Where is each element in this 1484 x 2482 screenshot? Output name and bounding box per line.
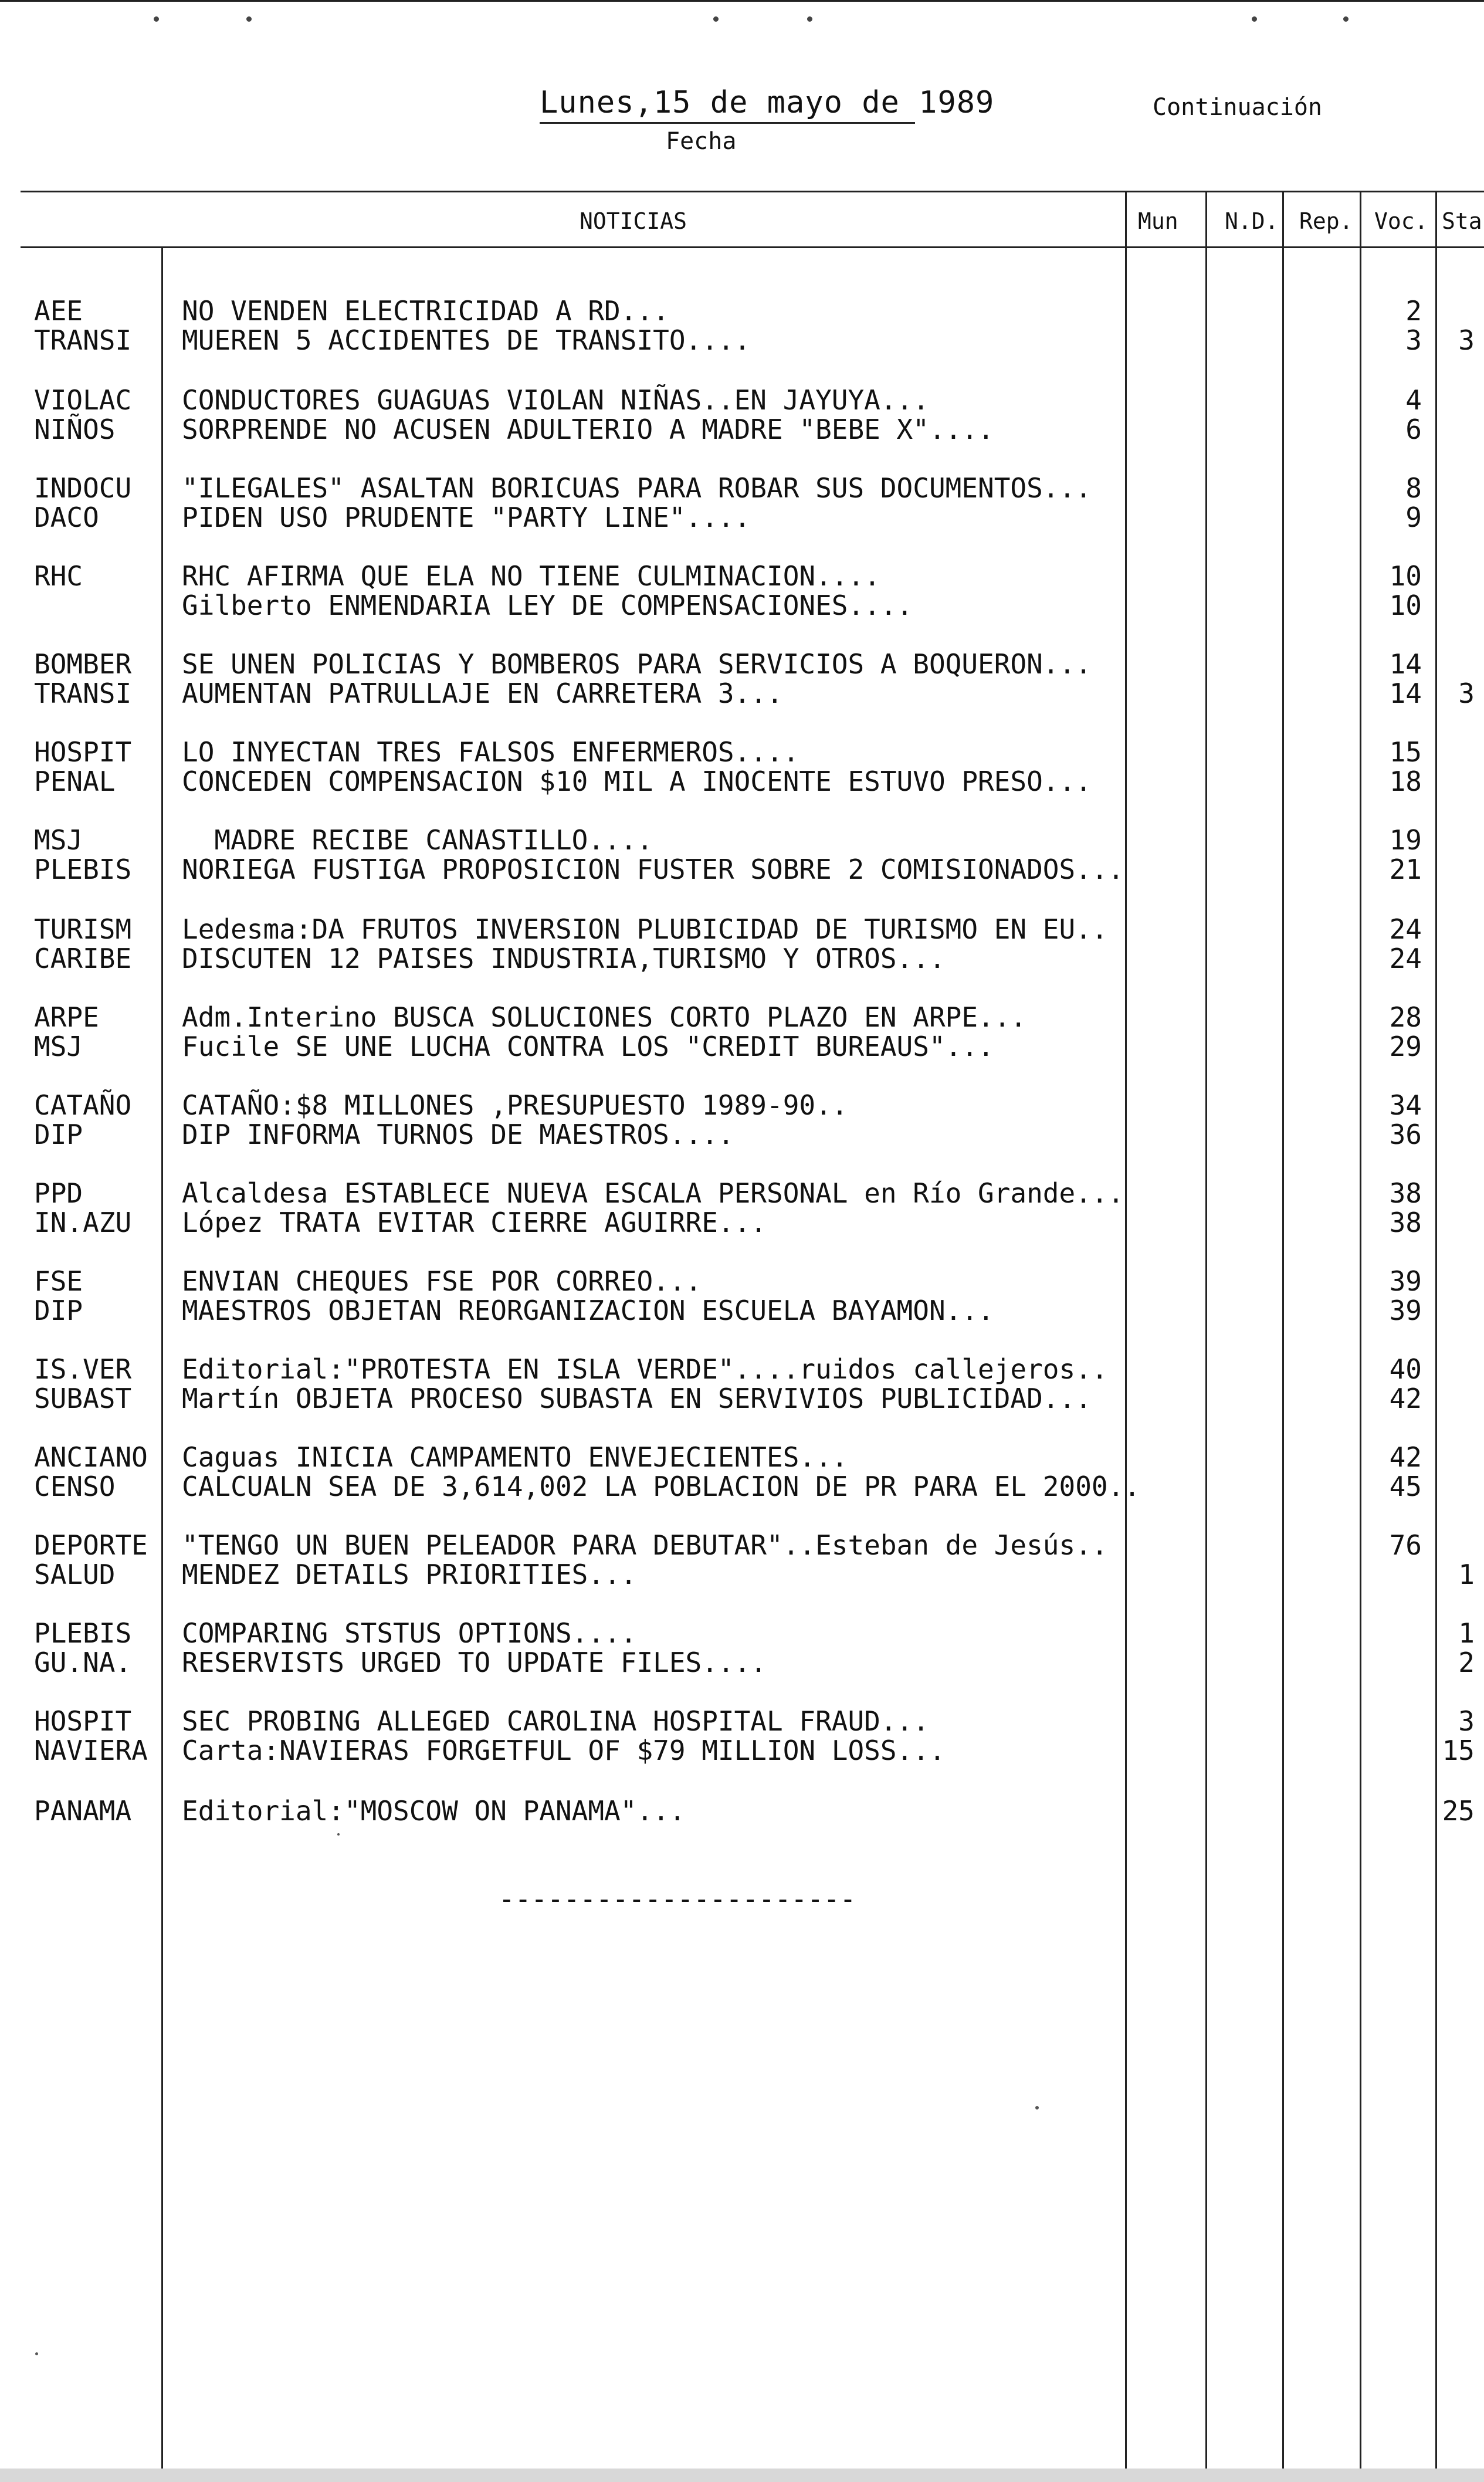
- row-voc: 76: [1389, 1529, 1422, 1561]
- row-tag: VIOLAC: [34, 384, 132, 416]
- row-sta: 3: [1458, 1705, 1475, 1737]
- punch-hole-mark: [154, 16, 159, 22]
- row-voc: 19: [1389, 824, 1422, 856]
- row-tag: PPD: [34, 1177, 83, 1209]
- row-voc: 36: [1389, 1119, 1422, 1150]
- row-voc: 42: [1389, 1441, 1422, 1473]
- row-headline: MAESTROS OBJETAN REORGANIZACION ESCUELA BAYAMON...: [182, 1295, 994, 1326]
- continuation-label: Continuación: [1153, 94, 1322, 121]
- row-headline: DIP INFORMA TURNOS DE MAESTROS....: [182, 1119, 734, 1150]
- row-voc: 14: [1389, 648, 1422, 680]
- row-tag: GU.NA.: [34, 1647, 132, 1678]
- row-voc: 10: [1389, 560, 1422, 592]
- row-tag: AEE: [34, 295, 83, 327]
- row-headline: NORIEGA FUSTIGA PROPOSICION FUSTER SOBRE 2 COMISIONADOS...: [182, 854, 1124, 885]
- row-tag: IS.VER: [34, 1353, 132, 1385]
- row-tag: FSE: [34, 1265, 83, 1297]
- row-headline: CONDUCTORES GUAGUAS VIOLAN NIÑAS..EN JAYUYA...: [182, 384, 929, 416]
- row-tag: DACO: [34, 502, 99, 533]
- row-tag: CATAÑO: [34, 1089, 132, 1121]
- row-tag: TRANSI: [34, 324, 132, 356]
- row-tag: RHC: [34, 560, 83, 592]
- row-voc: 15: [1389, 736, 1422, 768]
- row-headline: Carta:NAVIERAS FORGETFUL OF $79 MILLION LOSS...: [182, 1735, 946, 1766]
- row-tag: SUBAST: [34, 1383, 132, 1414]
- row-tag: TRANSI: [34, 678, 132, 709]
- row-voc: 24: [1389, 913, 1422, 945]
- row-voc: 39: [1389, 1295, 1422, 1326]
- row-headline: MUEREN 5 ACCIDENTES DE TRANSITO....: [182, 324, 751, 356]
- row-headline: SORPRENDE NO ACUSEN ADULTERIO A MADRE "BEBE X"....: [182, 414, 994, 445]
- row-headline: CONCEDEN COMPENSACION $10 MIL A INOCENTE ESTUVO PRESO...: [182, 766, 1092, 797]
- row-tag: IN.AZU: [34, 1207, 132, 1238]
- row-voc: 29: [1389, 1031, 1422, 1062]
- row-headline: CATAÑO:$8 MILLONES ,PRESUPUESTO 1989-90..: [182, 1089, 848, 1121]
- row-tag: PLEBIS: [34, 1617, 132, 1649]
- row-sta: 3: [1458, 678, 1475, 709]
- row-voc: 45: [1389, 1471, 1422, 1502]
- nd-column-divider: [1205, 191, 1207, 2470]
- row-headline: CALCUALN SEA DE 3,614,002 LA POBLACION DE PR PARA EL 2000..: [182, 1471, 1140, 1502]
- header-voc: Voc.: [1374, 208, 1428, 234]
- row-headline: SEC PROBING ALLEGED CAROLINA HOSPITAL FRAUD...: [182, 1705, 929, 1737]
- row-tag: NAVIERA: [34, 1735, 148, 1766]
- punch-hole-mark: [246, 16, 252, 22]
- scan-bottom-edge: [0, 2469, 1484, 2482]
- row-headline: Caguas INICIA CAMPAMENTO ENVEJECIENTES...: [182, 1441, 848, 1473]
- row-tag: DEPORTE: [34, 1529, 148, 1561]
- row-tag: SALUD: [34, 1559, 116, 1590]
- mun-column-divider: [1125, 191, 1127, 2470]
- row-voc: 24: [1389, 943, 1422, 974]
- row-voc: 6: [1405, 414, 1422, 445]
- row-headline: NO VENDEN ELECTRICIDAD A RD...: [182, 295, 669, 327]
- row-headline: Fucile SE UNE LUCHA CONTRA LOS "CREDIT BUREAUS"...: [182, 1031, 994, 1062]
- row-headline: MADRE RECIBE CANASTILLO....: [182, 824, 653, 856]
- header-mun: Mun: [1138, 208, 1178, 234]
- table-header-rule: [21, 246, 1484, 248]
- row-headline: López TRATA EVITAR CIERRE AGUIRRE...: [182, 1207, 767, 1238]
- scan-speck: [1035, 2106, 1039, 2109]
- row-sta: 3: [1458, 324, 1475, 356]
- row-voc: 8: [1405, 472, 1422, 504]
- row-headline: Adm.Interino BUSCA SOLUCIONES CORTO PLAZO EN ARPE...: [182, 1001, 1027, 1033]
- row-headline: Ledesma:DA FRUTOS INVERSION PLUBICIDAD DE TURISMO EN EU..: [182, 913, 1108, 945]
- row-headline: RHC AFIRMA QUE ELA NO TIENE CULMINACION....: [182, 560, 880, 592]
- row-voc: 42: [1389, 1383, 1422, 1414]
- row-voc: 38: [1389, 1177, 1422, 1209]
- rep-column-divider: [1282, 191, 1284, 2470]
- row-headline: AUMENTAN PATRULLAJE EN CARRETERA 3...: [182, 678, 783, 709]
- row-headline: PIDEN USO PRUDENTE "PARTY LINE"....: [182, 502, 751, 533]
- row-headline: Martín OBJETA PROCESO SUBASTA EN SERVIVIOS PUBLICIDAD...: [182, 1383, 1092, 1414]
- row-tag: ARPE: [34, 1001, 99, 1033]
- header-noticias: NOTICIAS: [580, 208, 687, 234]
- row-sta: 1: [1458, 1559, 1475, 1590]
- row-tag: PLEBIS: [34, 854, 132, 885]
- row-tag: MSJ: [34, 824, 83, 856]
- row-headline: LO INYECTAN TRES FALSOS ENFERMEROS....: [182, 736, 799, 768]
- header-rep: Rep.: [1299, 208, 1353, 234]
- row-sta: 15: [1442, 1735, 1475, 1766]
- tag-column-divider: [161, 246, 163, 2470]
- header-nd: N.D.: [1225, 208, 1279, 234]
- row-tag: PANAMA: [34, 1795, 132, 1827]
- row-headline: "ILEGALES" ASALTAN BORICUAS PARA ROBAR SUS DOCUMENTOS...: [182, 472, 1092, 504]
- row-voc: 4: [1405, 384, 1422, 416]
- end-separator: ----------------------: [499, 1883, 856, 1915]
- punch-hole-mark: [1252, 16, 1257, 22]
- row-tag: INDOCU: [34, 472, 132, 504]
- row-headline: RESERVISTS URGED TO UPDATE FILES....: [182, 1647, 767, 1678]
- row-tag: DIP: [34, 1295, 83, 1326]
- voc-column-divider: [1360, 191, 1361, 2470]
- row-headline: SE UNEN POLICIAS Y BOMBEROS PARA SERVICIOS A BOQUERON...: [182, 648, 1092, 680]
- row-voc: 21: [1389, 854, 1422, 885]
- row-headline: ENVIAN CHEQUES FSE POR CORREO...: [182, 1265, 702, 1297]
- row-tag: DIP: [34, 1119, 83, 1150]
- row-headline: Editorial:"MOSCOW ON PANAMA"...: [182, 1795, 686, 1827]
- row-voc: 14: [1389, 678, 1422, 709]
- row-headline: Alcaldesa ESTABLECE NUEVA ESCALA PERSONAL en Río Grande...: [182, 1177, 1124, 1209]
- row-tag: TURISM: [34, 913, 132, 945]
- row-voc: 40: [1389, 1353, 1422, 1385]
- row-tag: HOSPIT: [34, 736, 132, 768]
- header-sta: Sta: [1442, 208, 1482, 234]
- row-voc: 3: [1405, 324, 1422, 356]
- scan-speck: [337, 1833, 340, 1836]
- punch-hole-mark: [713, 16, 719, 22]
- row-voc: 38: [1389, 1207, 1422, 1238]
- row-headline: MENDEZ DETAILS PRIORITIES...: [182, 1559, 637, 1590]
- row-sta: 25: [1442, 1795, 1475, 1827]
- row-headline: COMPARING STSTUS OPTIONS....: [182, 1617, 637, 1649]
- row-voc: 10: [1389, 590, 1422, 621]
- row-tag: MSJ: [34, 1031, 83, 1062]
- scan-speck: [35, 2352, 38, 2355]
- sta-column-divider: [1435, 191, 1437, 2470]
- table-top-rule: [21, 191, 1484, 192]
- punch-hole-mark: [1343, 16, 1349, 22]
- row-headline: Gilberto ENMENDARIA LEY DE COMPENSACIONES....: [182, 590, 913, 621]
- date-label: Fecha: [666, 128, 737, 155]
- row-headline: Editorial:"PROTESTA EN ISLA VERDE"....ruidos callejeros..: [182, 1353, 1108, 1385]
- row-tag: CARIBE: [34, 943, 132, 974]
- row-tag: NIÑOS: [34, 414, 116, 445]
- row-sta: 2: [1458, 1647, 1475, 1678]
- top-border-line: [0, 0, 1484, 2]
- punch-hole-mark: [807, 16, 812, 22]
- row-voc: 2: [1405, 295, 1422, 327]
- date-underline: [540, 122, 915, 124]
- row-voc: 39: [1389, 1265, 1422, 1297]
- row-headline: "TENGO UN BUEN PELEADOR PARA DEBUTAR"..Esteban de Jesús..: [182, 1529, 1108, 1561]
- row-voc: 18: [1389, 766, 1422, 797]
- row-tag: BOMBER: [34, 648, 132, 680]
- row-sta: 1: [1458, 1617, 1475, 1649]
- row-tag: PENAL: [34, 766, 116, 797]
- date-value: Lunes,15 de mayo de 1989: [540, 85, 995, 120]
- row-voc: 28: [1389, 1001, 1422, 1033]
- row-tag: HOSPIT: [34, 1705, 132, 1737]
- row-voc: 9: [1405, 502, 1422, 533]
- row-voc: 34: [1389, 1089, 1422, 1121]
- row-tag: CENSO: [34, 1471, 116, 1502]
- row-headline: DISCUTEN 12 PAISES INDUSTRIA,TURISMO Y OTROS...: [182, 943, 946, 974]
- row-tag: ANCIANO: [34, 1441, 148, 1473]
